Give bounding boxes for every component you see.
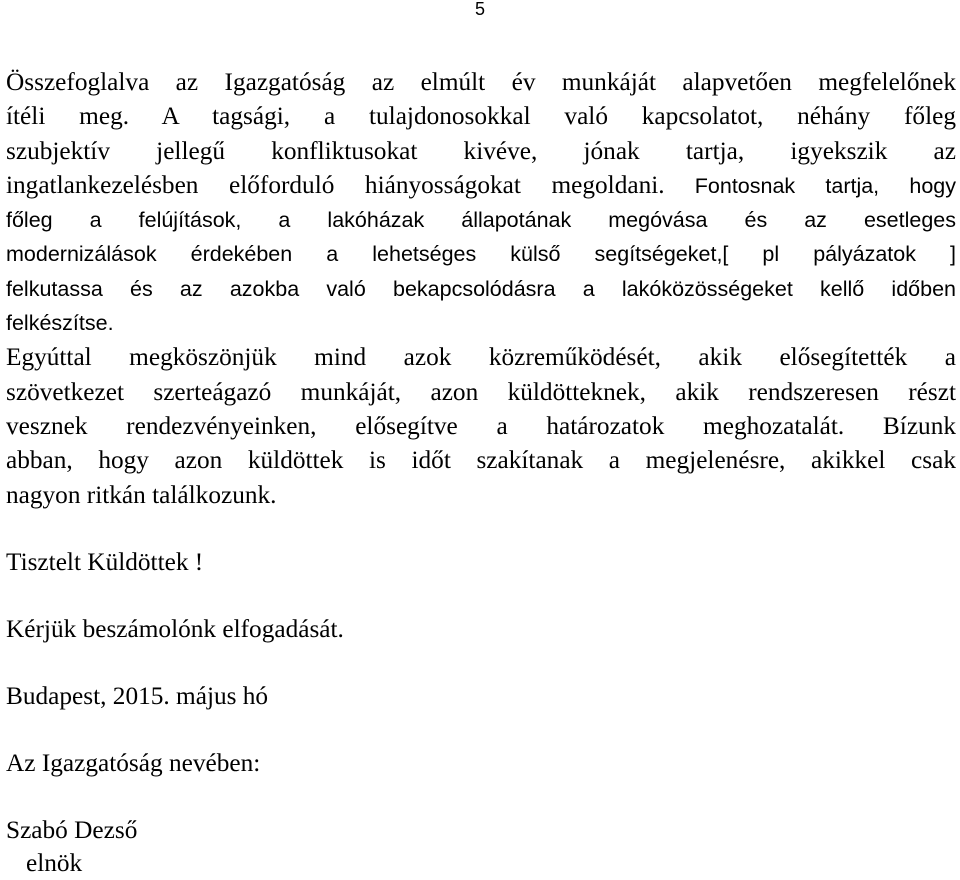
approval-request: Kérjük beszámolónk elfogadását.	[6, 615, 344, 643]
summary-line-8: felkészítse.	[6, 311, 114, 336]
summary-line-5: főleg a felújítások, a lakóházak állapotának megóvása és az esetleges	[6, 208, 956, 233]
summary-line-4-serif: ingatlankezelésben előforduló hiányosságokat megoldani.	[6, 170, 665, 199]
thanks-line-2: szövetkezet szerteágazó munkáját, azon küldötteknek, akik rendszeresen részt	[6, 377, 956, 406]
thanks-line-1: Egyúttal megköszönjük mind azok közreműködését, akik elősegítették a	[6, 343, 956, 372]
signer-title: elnök	[26, 849, 83, 877]
summary-line-2: ítéli meg. A tagsági, a tulajdonosokkal való kapcsolatot, néhány főleg	[6, 102, 956, 131]
summary-line-4	[6, 168, 956, 203]
page-number: 5	[475, 0, 486, 19]
thanks-paragraph	[6, 340, 956, 511]
place-and-date: Budapest, 2015. május hó	[6, 682, 269, 710]
report-body	[6, 65, 956, 512]
summary-line-3: szubjektív jellegű konfliktusokat kivéve, jónak tartja, igyekszik az	[6, 136, 956, 165]
summary-paragraph	[6, 65, 956, 340]
summary-line-4-sans: Fontosnak tartja, hogy	[664, 173, 956, 198]
summary-line-1: Összefoglalva az Igazgatóság az elmúlt év munkáját alapvetően megfelelőnek	[6, 68, 956, 96]
summary-line-7: felkutassa és az azokba való bekapcsolódásra a lakóközösségeket kellő időben	[6, 276, 956, 301]
thanks-line-5: nagyon ritkán találkozunk.	[6, 480, 277, 509]
thanks-line-3: vesznek rendezvényeinken, elősegítve a határozatok meghozatalát. Bízunk	[6, 411, 956, 440]
thanks-line-4: abban, hogy azon küldöttek is időt szakítanak a megjelenésre, akikkel csak	[6, 446, 956, 475]
on-behalf-line: Az Igazgatóság nevében:	[6, 749, 261, 777]
summary-line-6: modernizálások érdekében a lehetséges külső segítségeket,[ pl pályázatok ]	[6, 242, 956, 267]
signer-name: Szabó Dezső	[6, 816, 138, 844]
salutation: Tisztelt Küldöttek !	[6, 548, 204, 576]
